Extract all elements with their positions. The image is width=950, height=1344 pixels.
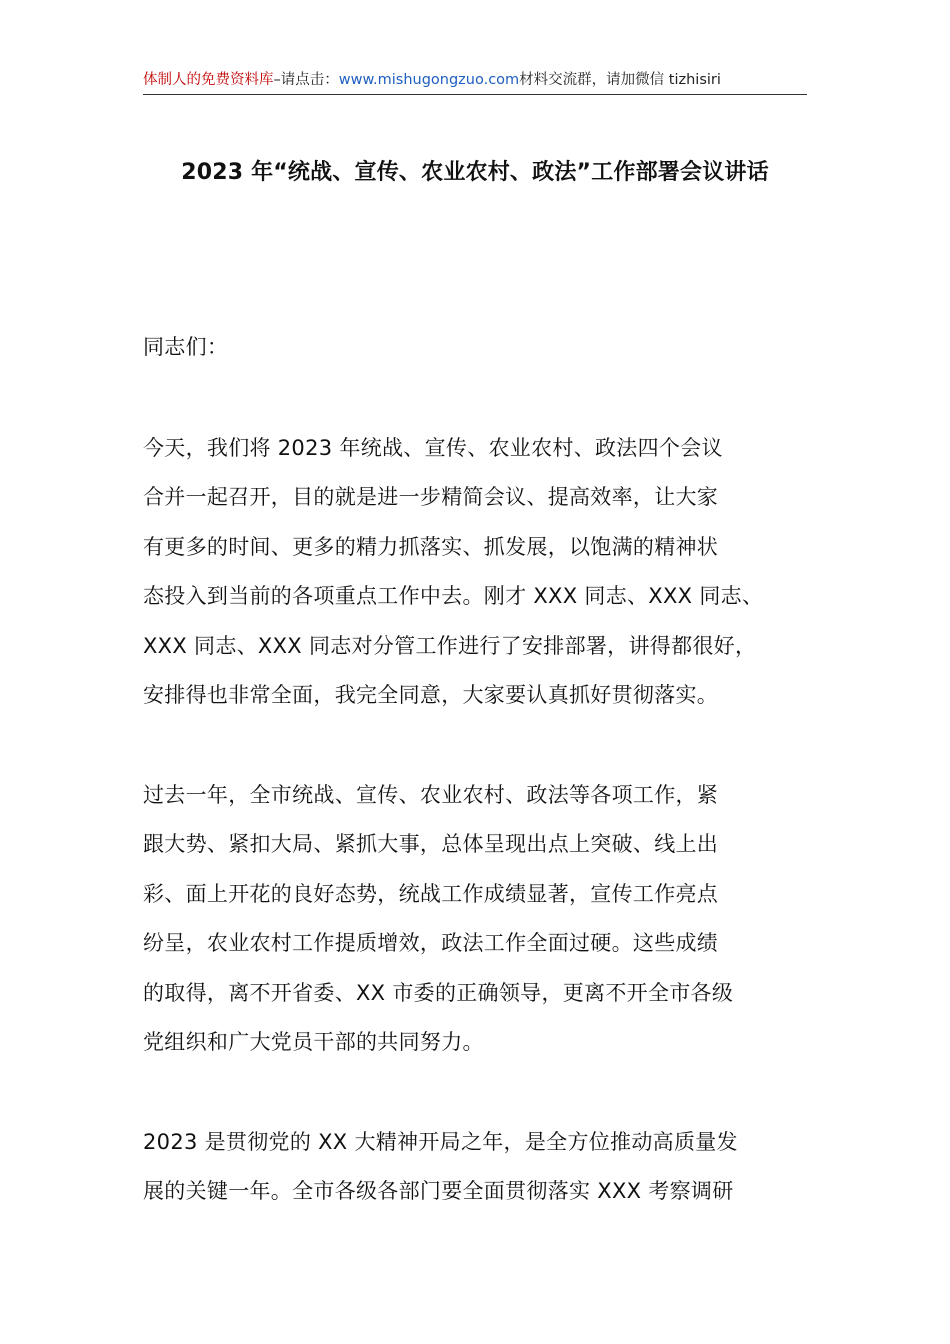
paragraph-line: 纷呈，农业农村工作提质增效，政法工作全面过硬。这些成绩 [143, 931, 719, 955]
paragraph-line: 彩、面上开花的良好态势，统战工作成绩显著，宣传工作亮点 [143, 881, 719, 906]
paragraph-line: 今天，我们将 2023 年统战、宣传、农业农村、政法四个会议 [143, 435, 723, 460]
paragraph-line: 跟大势、紧扣大局、紧抓大事，总体呈现出点上突破、线上出 [143, 832, 719, 856]
header-prompt: –请点击： [273, 72, 339, 88]
salutation: 同志们： [143, 335, 229, 359]
document-body [143, 323, 811, 1267]
paragraph-line: 过去一年，全市统战、宣传、农业农村、政法等各项工作，紧 [143, 782, 719, 807]
header-url-link[interactable]: www.mishugongzuo.com [338, 72, 520, 88]
header-brand: 体制人的免费资料库 [143, 72, 274, 88]
paragraph-line: 展的关键一年。全市各级各部门要全面贯彻落实 XXX 考察调研 [143, 1179, 734, 1203]
page-header [143, 70, 807, 95]
paragraph-line: 党组织和广大党员干部的共同努力。 [143, 1030, 484, 1054]
paragraph-line: 态投入到当前的各项重点工作中去。刚才 XXX 同志、XXX 同志、 [143, 584, 764, 608]
paragraph-line: 合并一起召开，目的就是进一步精简会议、提高效率，让大家 [143, 485, 719, 509]
paragraph-3 [143, 1118, 811, 1217]
paragraph-1 [143, 424, 811, 721]
header-wechat-note: 材料交流群，请加微信 tizhisiri [519, 72, 721, 88]
paragraph-line: 有更多的时间、更多的精力抓落实、抓发展，以饱满的精神状 [143, 534, 719, 559]
paragraph-line: XXX 同志、XXX 同志对分管工作进行了安排部署，讲得都很好， [143, 633, 757, 658]
paragraph-2 [143, 771, 811, 1068]
paragraph-line: 安排得也非常全面，我完全同意，大家要认真抓好贯彻落实。 [143, 683, 719, 707]
document-title: 2023 年“统战、宣传、农业农村、政法”工作部署会议讲话 [181, 160, 769, 185]
paragraph-line: 2023 是贯彻党的 XX 大精神开局之年，是全方位推动高质量发 [143, 1129, 738, 1154]
paragraph-line: 的取得，离不开省委、XX 市委的正确领导，更离不开全市各级 [143, 980, 734, 1005]
